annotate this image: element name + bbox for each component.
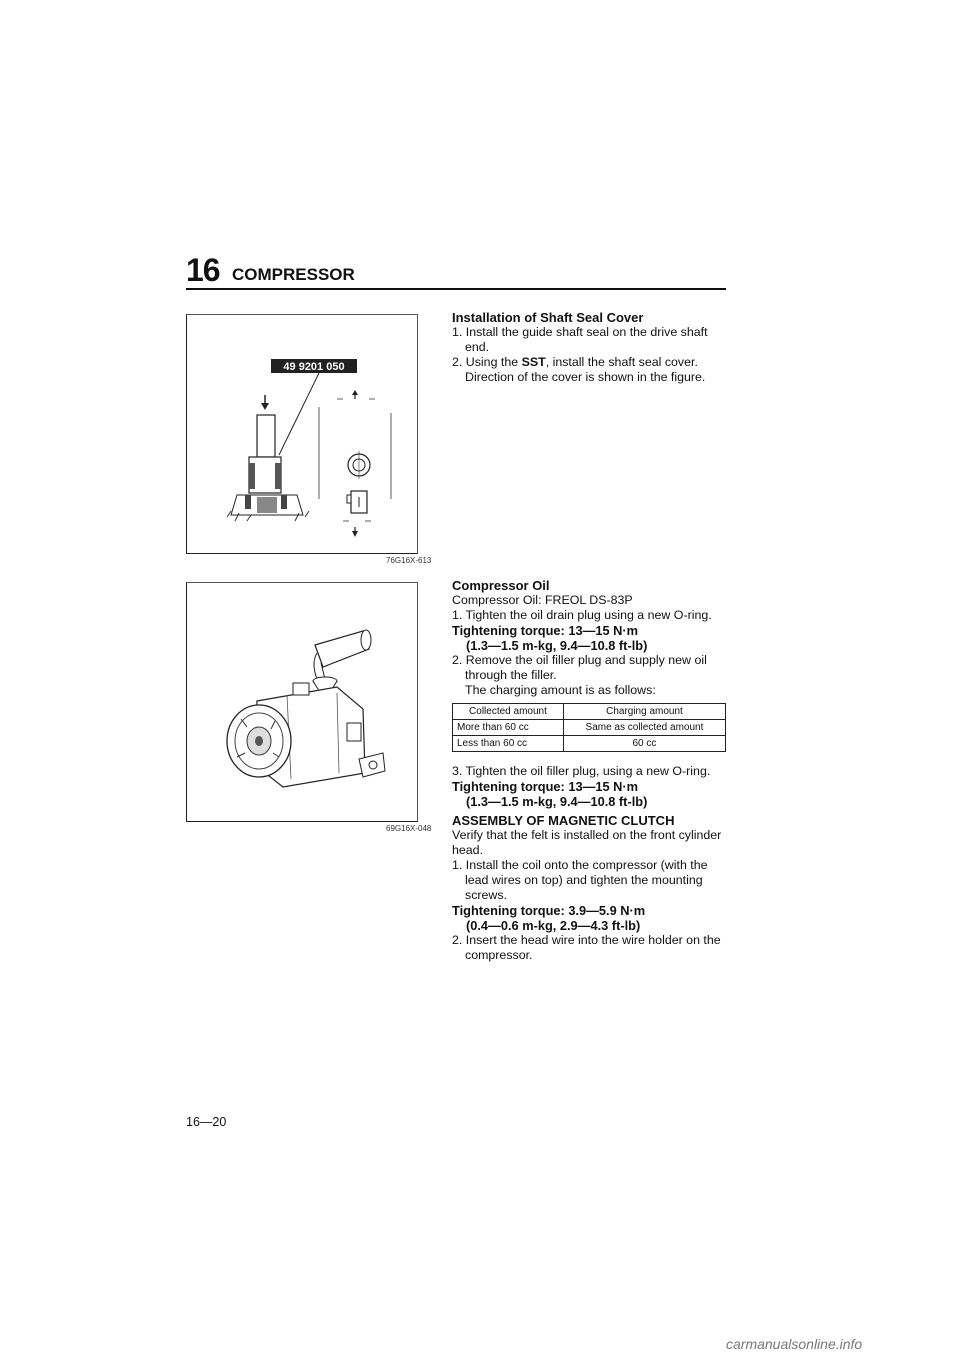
shaft-seal-step-2: 2. Using the SST, install the shaft seal cover.: [452, 355, 698, 369]
table-row: [453, 720, 726, 736]
table-cell: 60 cc: [563, 736, 725, 752]
oil-step-2: 2. Remove the oil filler plug and supply new oil through the filler.: [452, 653, 707, 682]
figure1-code: 76G16X-613: [386, 556, 432, 565]
oil-heading: Compressor Oil: [452, 578, 550, 593]
table-header-cell: Collected amount: [453, 704, 564, 720]
shaft-seal-illustration: [187, 315, 417, 553]
oil-step-1: 1. Tighten the oil drain plug using a new O-ring.: [452, 608, 712, 622]
oil-step-2-note: The charging amount is as follows:: [465, 683, 656, 697]
table-cell: Same as collected amount: [563, 720, 725, 736]
oil-charging-table: [452, 703, 726, 752]
header-rule: [186, 288, 726, 290]
clutch-intro: Verify that the felt is installed on the front cylinder head.: [452, 828, 722, 857]
oil-step-3: 3. Tighten the oil filler plug, using a new O-ring.: [452, 764, 711, 778]
oil-torque-2: Tightening torque: 13—15 N·m (1.3—1.5 m-kg, 9.4—10.8 ft-lb): [452, 779, 648, 809]
page-number: 16—20: [186, 1115, 227, 1129]
table-cell: Less than 60 cc: [453, 736, 564, 752]
compressor-oil-section: [452, 578, 727, 963]
clutch-heading: ASSEMBLY OF MAGNETIC CLUTCH: [452, 813, 675, 828]
shaft-seal-step-1: 1. Install the guide shaft seal on the drive shaft end.: [452, 325, 708, 354]
clutch-step-1: 1. Install the coil onto the compressor (with the lead wires on top) and tighten the mounting screws.: [452, 858, 708, 902]
section-number: 16: [186, 252, 220, 288]
clutch-step-2: 2. Insert the head wire into the wire holder on the compressor.: [452, 933, 721, 962]
section-title: COMPRESSOR: [232, 265, 355, 284]
figure-compressor-oil: [186, 582, 418, 822]
table-row: [453, 736, 726, 752]
compressor-oil-illustration: [187, 583, 417, 821]
figure-shaft-seal-cover: [186, 314, 418, 554]
watermark: carmanualsonline.info: [726, 1336, 863, 1352]
table-header-row: [453, 704, 726, 720]
oil-spec: Compressor Oil: FREOL DS-83P: [452, 593, 633, 607]
tool-label: 49 9201 050: [283, 361, 345, 373]
clutch-torque: Tightening torque: 3.9—5.9 N·m (0.4—0.6 m-kg, 2.9—4.3 ft-lb): [452, 903, 646, 933]
table-header-cell: Charging amount: [563, 704, 725, 720]
shaft-seal-heading: Installation of Shaft Seal Cover: [452, 310, 644, 325]
shaft-seal-step-2-note: Direction of the cover is shown in the figure.: [465, 370, 706, 384]
figure2-code: 69G16X-048: [386, 824, 432, 833]
page-header: [186, 252, 726, 292]
oil-torque-1: Tightening torque: 13—15 N·m (1.3—1.5 m-kg, 9.4—10.8 ft-lb): [452, 623, 648, 653]
table-cell: More than 60 cc: [453, 720, 564, 736]
shaft-seal-section: [452, 310, 727, 385]
